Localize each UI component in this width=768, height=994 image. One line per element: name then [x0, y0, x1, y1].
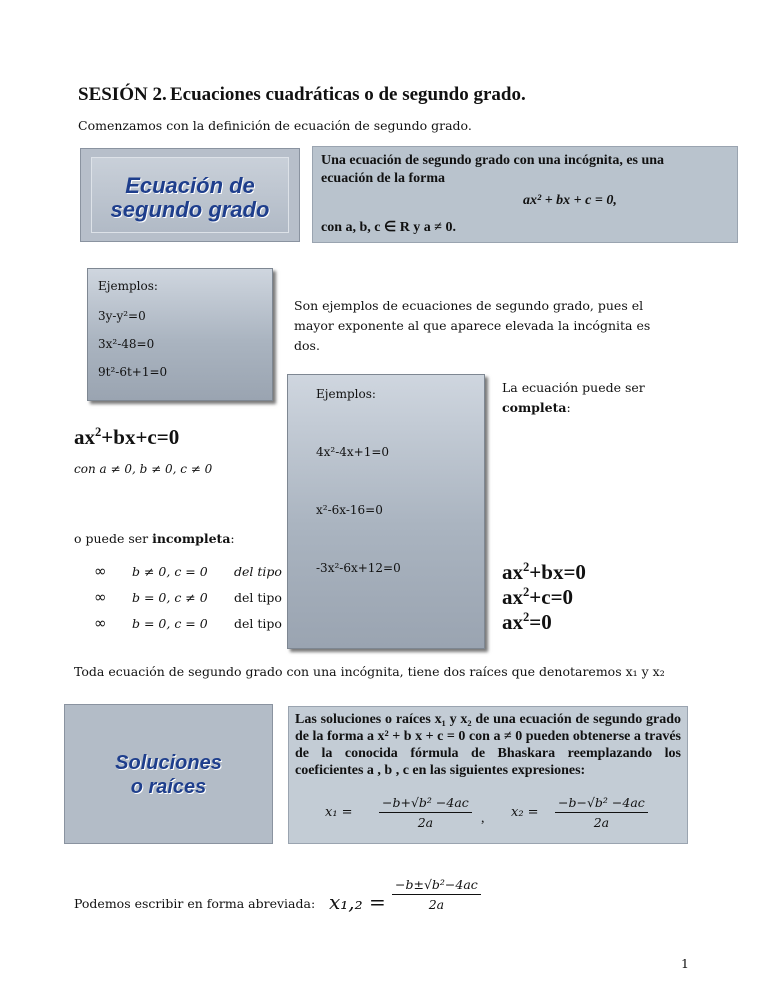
abbrev-lhs: x₁,₂ = — [329, 890, 386, 914]
abbrev-fraction — [392, 877, 481, 912]
abbrev-numerator: −b±√b²−4ac — [392, 877, 481, 895]
incomplete-label-bold: incompleta — [152, 531, 231, 546]
examples-title: Ejemplos: — [316, 387, 376, 401]
example-item: 3y-y²=0 — [98, 309, 146, 323]
complete-label-bold: completa — [502, 400, 567, 415]
definition-logo-line1: Ecuación de — [125, 173, 255, 198]
x1-lhs: x₁ = — [325, 805, 353, 820]
definition-logo — [80, 148, 300, 242]
case-condition: b = 0, c = 0 — [132, 616, 208, 631]
bullet-icon: ∞ — [94, 614, 107, 632]
solutions-logo-line2: o raíces — [130, 776, 207, 798]
bullet-icon: ∞ — [94, 562, 107, 580]
solutions-text: Las soluciones o raíces x₁ y x₂ de una ecuación de segundo grado de la forma a x² + b x + c = 0 con a ≠ 0 pueden obtenerse a través de la conocida fórmula de Bhaskara reemplazando los coeficientes a , b , c en las siguientes expresiones: — [295, 712, 681, 778]
examples-note-text: Son ejemplos de ecuaciones de segundo grado, pues el mayor exponente al que aparece elevada la incógnita es dos. — [294, 298, 651, 353]
examples-title: Ejemplos: — [98, 279, 158, 293]
definition-condition: con a, b, c ∈ R y a ≠ 0. — [321, 220, 456, 235]
example-item: 4x²-4x+1=0 — [316, 445, 390, 459]
case-type: del tipo — [234, 616, 282, 631]
incomplete-case-2 — [94, 588, 282, 606]
example-item: 3x²-48=0 — [98, 337, 155, 351]
complete-formula: $ax^2+bx+c=0$ — [74, 425, 180, 449]
page-number: 1 — [681, 956, 689, 971]
solutions-logo — [64, 704, 273, 844]
session-title: Ecuaciones cuadráticas o de segundo grado. — [170, 84, 526, 105]
examples-note — [294, 296, 654, 356]
incomplete-label-suffix: : — [230, 531, 235, 546]
x2-fraction — [555, 795, 648, 830]
definition-box — [312, 146, 738, 243]
incomplete-label-text: o puede ser — [74, 531, 153, 546]
comma: , — [481, 811, 485, 826]
intro-text: Comenzamos con la definición de ecuación de segundo grado. — [78, 118, 472, 133]
x1-fraction — [379, 795, 472, 830]
complete-label — [502, 378, 645, 418]
session-number: SESIÓN 2. — [78, 84, 167, 105]
incomplete-case-1 — [94, 562, 282, 580]
roots-sentence: Toda ecuación de segundo grado con una incógnita, tiene dos raíces que denotaremos x₁ y x₂ — [74, 664, 665, 679]
page-title — [78, 84, 526, 106]
solutions-box — [288, 706, 688, 844]
bullet-icon: ∞ — [94, 588, 107, 606]
definition-formula: ax² + bx + c = 0, — [523, 193, 617, 208]
example-item: x²-6x-16=0 — [316, 503, 383, 517]
abbrev-denominator: 2a — [428, 897, 445, 912]
case-type: del tipo — [234, 590, 282, 605]
x2-lhs: x₂ = — [511, 805, 539, 820]
definition-line2: ecuación de la forma — [321, 171, 446, 186]
complete-label-text: La ecuación puede ser — [502, 380, 645, 395]
definition-line1: Una ecuación de segundo grado con una incógnita, es una — [321, 153, 665, 168]
x1-numerator: −b+√b² −4ac — [379, 795, 472, 813]
case-condition: b ≠ 0, c = 0 — [132, 564, 208, 579]
case-condition: b = 0, c ≠ 0 — [132, 590, 208, 605]
case-type: del tipo — [234, 564, 282, 579]
x2-denominator: 2a — [593, 815, 610, 830]
incomplete-formula-2: $ax^2+c=0$ — [502, 585, 574, 609]
incomplete-case-3 — [94, 614, 282, 632]
examples-box-1 — [87, 268, 273, 401]
example-item: -3x²-6x+12=0 — [316, 561, 401, 575]
complete-condition: con a ≠ 0, b ≠ 0, c ≠ 0 — [74, 462, 213, 476]
examples-box-2 — [287, 374, 485, 649]
complete-label-suffix: : — [566, 400, 571, 415]
abbrev-label: Podemos escribir en forma abreviada: — [74, 896, 316, 911]
x2-numerator: −b−√b² −4ac — [555, 795, 648, 813]
incomplete-label — [74, 531, 235, 546]
incomplete-formula-1: $ax^2+bx=0$ — [502, 560, 586, 584]
example-item: 9t²-6t+1=0 — [98, 365, 168, 379]
definition-logo-line2: segundo grado — [110, 197, 270, 222]
solutions-logo-line1: Soluciones — [115, 752, 222, 774]
incomplete-formula-3: $ax^2=0$ — [502, 610, 552, 634]
x1-denominator: 2a — [417, 815, 434, 830]
